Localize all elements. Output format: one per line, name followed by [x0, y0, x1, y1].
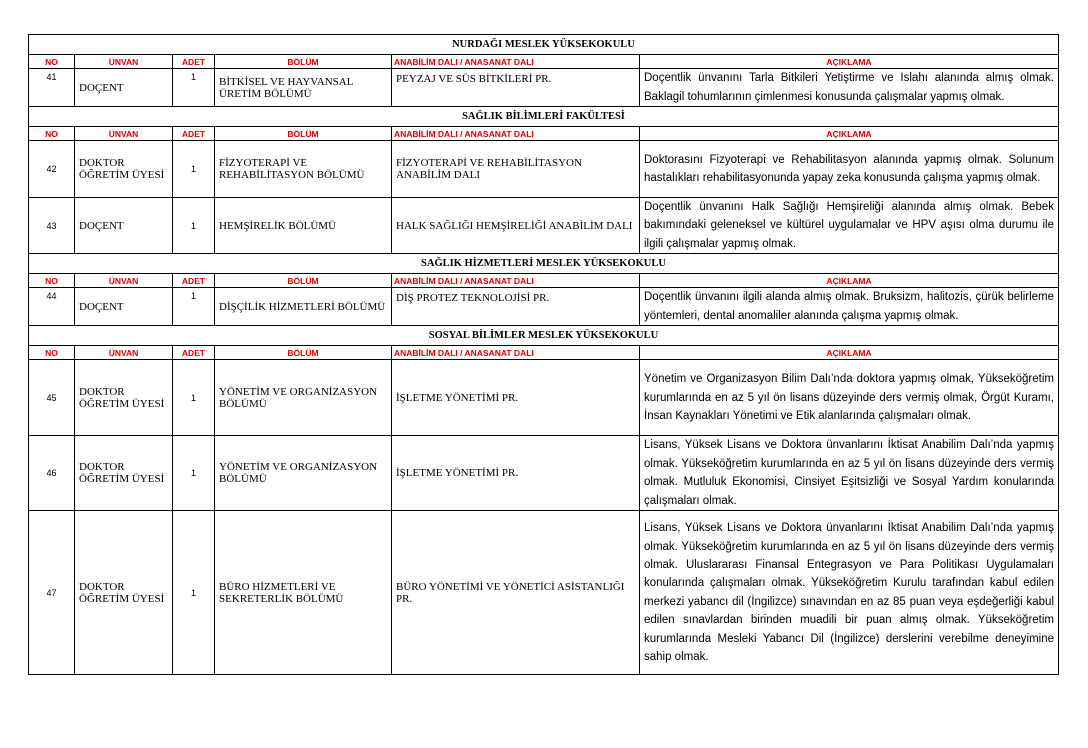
row-anabilim: İŞLETME YÖNETİMİ PR.: [392, 436, 640, 511]
header-adet: ADET: [173, 55, 215, 69]
header-no: NO: [29, 55, 75, 69]
section-title: SAĞLIK BİLİMLERİ FAKÜLTESİ: [29, 107, 1059, 127]
row-unvan: DOKTOR ÖĞRETİM ÜYESİ: [75, 436, 173, 511]
section-title: SOSYAL BİLİMLER MESLEK YÜKSEKOKULU: [29, 326, 1059, 346]
header-bolum: BÖLÜM: [215, 127, 392, 141]
table-row: [29, 141, 1059, 198]
header-anabilim: ANABİLİM DALI / ANASANAT DALI: [392, 274, 640, 288]
header-row: [29, 346, 1059, 360]
row-anabilim: BÜRO YÖNETİMİ VE YÖNETİCİ ASİSTANLIĞI PR.: [392, 511, 640, 675]
section-title: SAĞLIK HİZMETLERİ MESLEK YÜKSEKOKULU: [29, 254, 1059, 274]
header-anabilim: ANABİLİM DALI / ANASANAT DALI: [392, 127, 640, 141]
header-row: [29, 127, 1059, 141]
row-no: 46: [29, 436, 75, 511]
header-bolum: BÖLÜM: [215, 274, 392, 288]
row-bolum: BİTKİSEL VE HAYVANSAL ÜRETİM BÖLÜMÜ: [215, 69, 392, 107]
section-title-row: [29, 107, 1059, 127]
section-title-row: [29, 35, 1059, 55]
row-unvan: DOÇENT: [75, 69, 173, 107]
row-no: 47: [29, 511, 75, 675]
header-unvan: ÜNVAN: [75, 346, 173, 360]
header-no: NO: [29, 346, 75, 360]
row-unvan: DOÇENT: [75, 198, 173, 254]
table-row: [29, 360, 1059, 436]
row-aciklama: Lisans, Yüksek Lisans ve Doktora ünvanlarını İktisat Anabilim Dalı’nda yapmış olmak. Yükseköğretim kurumlarında en az 5 yıl ön lisans düzeyinde ders vermiş olmak. Mutluluk Ekonomisi, Cinsiyet Eşitsizliği ve Sosyal Yardım konularında çalışmaları olmak.: [640, 436, 1059, 511]
row-unvan: DOKTOR ÖĞRETİM ÜYESİ: [75, 511, 173, 675]
table-row: [29, 198, 1059, 254]
row-no: 43: [29, 198, 75, 254]
section-title-row: [29, 254, 1059, 274]
section-title: NURDAĞI MESLEK YÜKSEKOKULU: [29, 35, 1059, 55]
row-no: 45: [29, 360, 75, 436]
header-adet: ADET: [173, 127, 215, 141]
row-bolum: YÖNETİM VE ORGANİZASYON BÖLÜMÜ: [215, 436, 392, 511]
header-no: NO: [29, 127, 75, 141]
table-row: [29, 288, 1059, 326]
header-adet: ADET: [173, 346, 215, 360]
table-row: [29, 69, 1059, 107]
row-no: 44: [29, 288, 75, 326]
header-aciklama: AÇIKLAMA: [640, 274, 1059, 288]
row-anabilim: DİŞ PROTEZ TEKNOLOJİSİ PR.: [392, 288, 640, 326]
header-unvan: ÜNVAN: [75, 274, 173, 288]
row-adet: 1: [173, 141, 215, 198]
row-no: 41: [29, 69, 75, 107]
row-anabilim: FİZYOTERAPİ VE REHABİLİTASYON ANABİLİM DALI: [392, 141, 640, 198]
position-table: [28, 34, 1059, 675]
row-anabilim: İŞLETME YÖNETİMİ PR.: [392, 360, 640, 436]
row-anabilim: HALK SAĞLIĞI HEMŞİRELİĞİ ANABİLİM DALI: [392, 198, 640, 254]
row-bolum: YÖNETİM VE ORGANİZASYON BÖLÜMÜ: [215, 360, 392, 436]
row-aciklama: Doçentlik ünvanını Halk Sağlığı Hemşireliği alanında almış olmak. Bebek bakımındaki geleneksel ve kültürel uygulamalar ve HPV aşısı olma durumu ile ilgili çalışmalar yapmış olmak.: [640, 198, 1059, 254]
header-unvan: ÜNVAN: [75, 127, 173, 141]
row-unvan: DOKTOR ÖĞRETİM ÜYESİ: [75, 360, 173, 436]
header-row: [29, 274, 1059, 288]
row-no: 42: [29, 141, 75, 198]
row-aciklama: Lisans, Yüksek Lisans ve Doktora ünvanlarını İktisat Anabilim Dalı’nda yapmış olmak. Yükseköğretim kurumlarında en az 5 yıl ön lisans düzeyinde ders vermiş olmak. Uluslararası Finansal Entegrasyon ve Para Politikası Uygulamaları konularında çalışmaları olmak. Yükseköğretim Kurulu tarafından kabul edilen merkezi yabancı dil (İngilizce) sınavından en az 85 puan veya eşdeğerliği kabul edilen sınavlardan birinden muadili bir puan almış olmak. Yükseköğretim kurumlarında Mesleki Yabancı Dil (İngilizce) derslerini verebilme deneyimine sahip olmak.: [640, 511, 1059, 675]
header-aciklama: AÇIKLAMA: [640, 55, 1059, 69]
row-adet: 1: [173, 198, 215, 254]
header-aciklama: AÇIKLAMA: [640, 346, 1059, 360]
row-aciklama: Yönetim ve Organizasyon Bilim Dalı’nda doktora yapmış olmak, Yükseköğretim kurumlarında en az 5 yıl ön lisans düzeyinde ders vermiş olmak, Örgüt Kuramı, İnsan Kaynakları Yönetimi ve Etik alanlarında çalışmaları olmak.: [640, 360, 1059, 436]
header-aciklama: AÇIKLAMA: [640, 127, 1059, 141]
row-aciklama: Doktorasını Fizyoterapi ve Rehabilitasyon alanında yapmış olmak. Solunum hastalıkları rehabilitasyonunda yapay zeka konusunda çalışma yapmış olmak.: [640, 141, 1059, 198]
row-unvan: DOKTOR ÖĞRETİM ÜYESİ: [75, 141, 173, 198]
header-no: NO: [29, 274, 75, 288]
header-unvan: ÜNVAN: [75, 55, 173, 69]
row-adet: 1: [173, 69, 215, 107]
table-row: [29, 511, 1059, 675]
section-title-row: [29, 326, 1059, 346]
table-row: [29, 436, 1059, 511]
row-aciklama: Doçentlik ünvanını Tarla Bitkileri Yetiştirme ve Islahı alanında almış olmak. Baklagil tohumlarının çimlenmesi konusunda çalışmalar yapmış olmak.: [640, 69, 1059, 107]
row-adet: 1: [173, 436, 215, 511]
header-bolum: BÖLÜM: [215, 346, 392, 360]
row-adet: 1: [173, 511, 215, 675]
header-bolum: BÖLÜM: [215, 55, 392, 69]
row-unvan: DOÇENT: [75, 288, 173, 326]
row-bolum: DİŞÇİLİK HİZMETLERİ BÖLÜMÜ: [215, 288, 392, 326]
row-bolum: BÜRO HİZMETLERİ VE SEKRETERLİK BÖLÜMÜ: [215, 511, 392, 675]
header-row: [29, 55, 1059, 69]
header-anabilim: ANABİLİM DALI / ANASANAT DALI: [392, 55, 640, 69]
row-bolum: HEMŞİRELİK BÖLÜMÜ: [215, 198, 392, 254]
row-aciklama: Doçentlik ünvanını ilgili alanda almış olmak. Bruksizm, halitozis, çürük belirleme yöntemleri, dental anomaliler alanında çalışma yapmış olmak.: [640, 288, 1059, 326]
row-adet: 1: [173, 360, 215, 436]
header-anabilim: ANABİLİM DALI / ANASANAT DALI: [392, 346, 640, 360]
row-bolum: FİZYOTERAPİ VE REHABİLİTASYON BÖLÜMÜ: [215, 141, 392, 198]
header-adet: ADET: [173, 274, 215, 288]
row-anabilim: PEYZAJ VE SÜS BİTKİLERİ PR.: [392, 69, 640, 107]
row-adet: 1: [173, 288, 215, 326]
